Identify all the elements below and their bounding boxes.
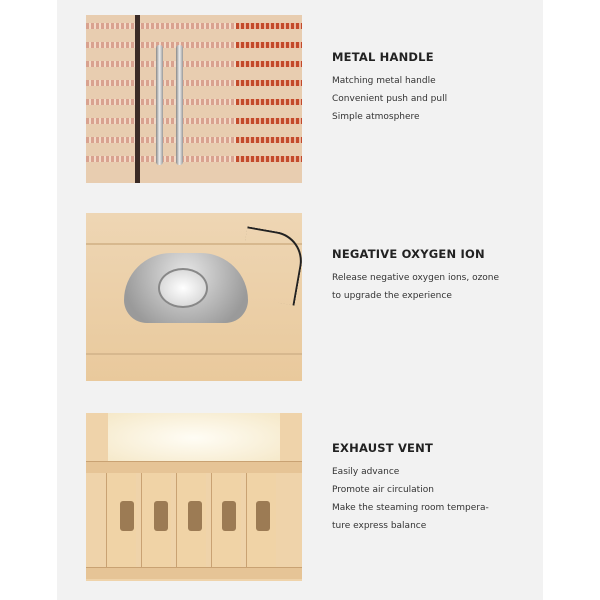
feature-line: Release negative oxygen ions, ozone xyxy=(332,273,500,283)
feature-negative-oxygen-ion xyxy=(332,247,502,305)
feature-exhaust-vent xyxy=(332,441,502,535)
feature-line: Promote air circulation xyxy=(332,485,434,495)
feature-title: NEGATIVE OXYGEN ION xyxy=(332,247,485,261)
feature-title: EXHAUST VENT xyxy=(332,441,433,455)
metal-handle-photo xyxy=(86,15,302,183)
feature-metal-handle xyxy=(332,50,502,126)
feature-line: Matching metal handle xyxy=(332,76,436,86)
feature-line: to upgrade the experience xyxy=(332,291,452,301)
negative-oxygen-ion-photo xyxy=(86,213,302,381)
feature-line: Easily advance xyxy=(332,467,400,477)
feature-title: METAL HANDLE xyxy=(332,50,434,64)
feature-line: ture express balance xyxy=(332,521,427,531)
feature-line: Simple atmosphere xyxy=(332,112,420,122)
feature-line: Convenient push and pull xyxy=(332,94,448,104)
exhaust-vent-photo xyxy=(86,413,302,581)
feature-line: Make the steaming room tempera- xyxy=(332,503,489,513)
